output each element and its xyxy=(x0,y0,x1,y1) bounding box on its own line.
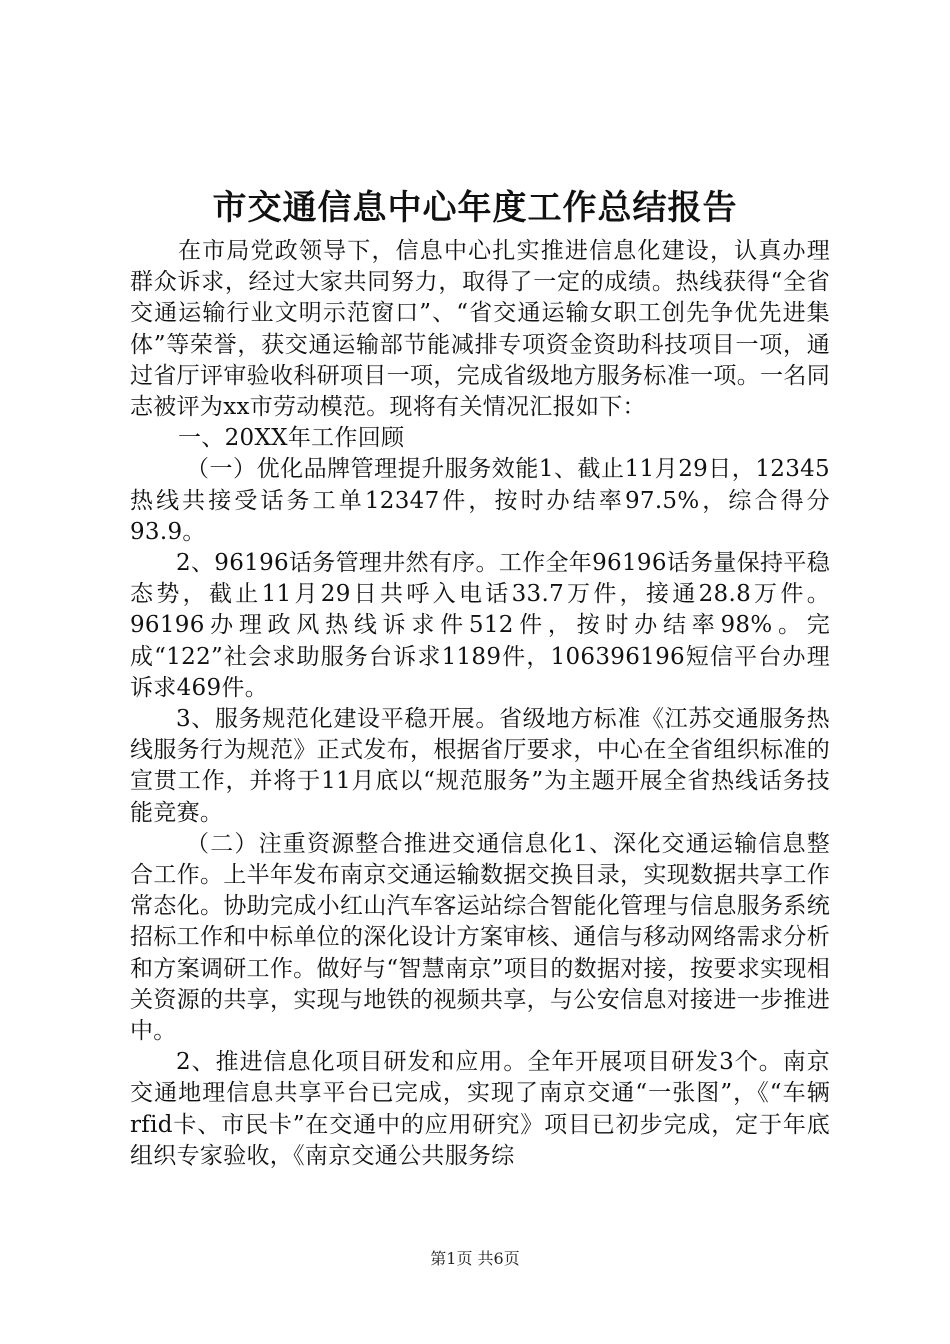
subsection-paragraph: （二）注重资源整合推进交通信息化1、深化交通运输信息整合工作。上半年发布南京交通运输数据交换目录，实现数据共享工作常态化。协助完成小红山汽车客运站综合智能化管理与信息服务系统招标工作和中标单位的深化设计方案审核、通信与移动网络需求分析和方案调研工作。做好与“智慧南京”项目的数据对接，按要求实现相关资源的共享，实现与地铁的视频共享，与公安信息对接进一步推进中。 xyxy=(130,830,830,1045)
document-title: 市交通信息中心年度工作总结报告 xyxy=(212,188,738,228)
intro-paragraph: 在市局党政领导下，信息中心扎实推进信息化建设，认真办理群众诉求，经过大家共同努力，取得了一定的成绩。热线获得“全省交通运输行业文明示范窗口”、“省交通运输女职工创先争优先进集体”等荣誉，获交通运输部节能减排专项资金资助科技项目一项，通过省厅评审验收科研项目一项，完成省级地方服务标准一项。一名同志被评为xx市劳动模范。现将有关情况汇报如下： xyxy=(130,238,830,421)
subsection-paragraph: （一）优化品牌管理提升服务效能1、截止11月29日，12345热线共接受话务工单12347件，按时办结率97.5%，综合得分93.9。 xyxy=(130,456,830,545)
page-number: 第1页 共6页 xyxy=(430,1249,520,1268)
body-paragraph: 2、推进信息化项目研发和应用。全年开展项目研发3个。南京交通地理信息共享平台已完成，实现了南京交通“一张图”，《“车辆rfid卡、市民卡”在交通中的应用研究》项目已初步完成，定于年底组织专家验收，《南京交通公共服务综 xyxy=(130,1049,830,1169)
body-paragraph: 2、96196话务管理井然有序。工作全年96196话务量保持平稳态势，截止11月29日共呼入电话33.7万件，接通28.8万件。96196办理政风热线诉求件512件，按时办结率98%。完成“122”社会求助服务台诉求1189件，106396196短信平台办理诉求469件。 xyxy=(130,550,830,701)
section-heading: 一、20XX年工作回顾 xyxy=(178,425,405,452)
document-body xyxy=(130,236,830,1172)
body-paragraph: 3、服务规范化建设平稳开展。省级地方标准《江苏交通服务热线服务行为规范》正式发布，根据省厅要求，中心在全省组织标准的宣贯工作，并将于11月底以“规范服务”为主题开展全省热线话务技能竞赛。 xyxy=(130,706,830,826)
